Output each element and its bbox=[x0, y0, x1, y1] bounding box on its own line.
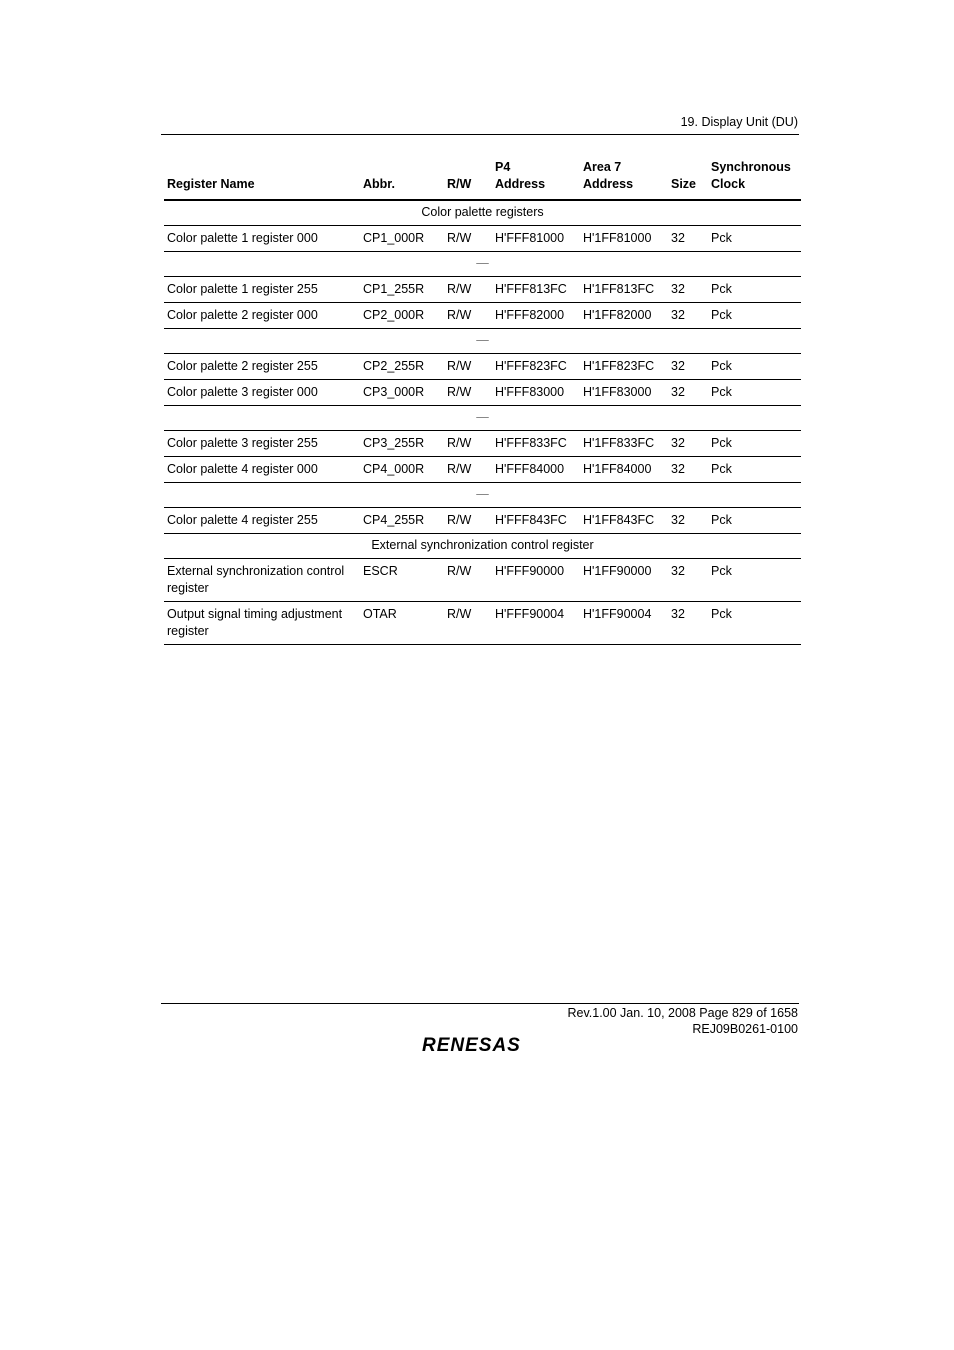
table-cell: R/W bbox=[444, 303, 492, 329]
table-row bbox=[164, 508, 801, 534]
column-header-line1 bbox=[363, 159, 441, 176]
table-cell: R/W bbox=[444, 602, 492, 645]
column-header bbox=[164, 152, 360, 200]
logo-wordmark: RENESAS bbox=[422, 1035, 521, 1054]
column-header bbox=[708, 152, 801, 200]
table-cell: Color palette 3 register 255 bbox=[164, 431, 360, 457]
register-table bbox=[164, 152, 801, 645]
table-cell: H'FFF843FC bbox=[492, 508, 580, 534]
table-cell: R/W bbox=[444, 457, 492, 483]
column-header-line1: P4 bbox=[495, 160, 511, 174]
table-cell: H'1FF823FC bbox=[580, 354, 668, 380]
ellipsis-dash: — bbox=[164, 329, 801, 354]
table-cell: ESCR bbox=[360, 559, 444, 602]
table-cell: H'1FF83000 bbox=[580, 380, 668, 406]
group-header-row bbox=[164, 534, 801, 559]
table-cell: H'FFF90000 bbox=[492, 559, 580, 602]
table-cell: Color palette 1 register 255 bbox=[164, 277, 360, 303]
table-cell: CP4_255R bbox=[360, 508, 444, 534]
table-cell: CP4_000R bbox=[360, 457, 444, 483]
group-header-row bbox=[164, 200, 801, 226]
table-cell: H'FFF81000 bbox=[492, 226, 580, 252]
table-cell: H'FFF84000 bbox=[492, 457, 580, 483]
group-label: External synchronization control register bbox=[164, 534, 801, 559]
table-cell: 32 bbox=[668, 303, 708, 329]
table-cell: H'1FF90004 bbox=[580, 602, 668, 645]
table-row bbox=[164, 559, 801, 602]
column-header bbox=[360, 152, 444, 200]
omitted-rows-row bbox=[164, 252, 801, 277]
table-cell: R/W bbox=[444, 508, 492, 534]
column-header-line1 bbox=[671, 159, 705, 176]
renesas-logo bbox=[422, 1034, 542, 1054]
table-cell: Pck bbox=[708, 226, 801, 252]
table-cell: R/W bbox=[444, 277, 492, 303]
table-cell: CP1_000R bbox=[360, 226, 444, 252]
table-cell: H'1FF833FC bbox=[580, 431, 668, 457]
table-cell: H'FFF833FC bbox=[492, 431, 580, 457]
column-header-line2: Size bbox=[671, 177, 697, 191]
table-cell: 32 bbox=[668, 226, 708, 252]
table-cell: 32 bbox=[668, 277, 708, 303]
column-header-line2: R/W bbox=[447, 177, 472, 191]
table-row bbox=[164, 457, 801, 483]
table-cell: CP2_255R bbox=[360, 354, 444, 380]
omitted-rows-row bbox=[164, 406, 801, 431]
table-cell: OTAR bbox=[360, 602, 444, 645]
table-header-row bbox=[164, 152, 801, 200]
table-row bbox=[164, 431, 801, 457]
table-cell: Pck bbox=[708, 457, 801, 483]
ellipsis-dash: — bbox=[164, 483, 801, 508]
column-header-line2: Address bbox=[495, 177, 546, 191]
table-cell: H'FFF823FC bbox=[492, 354, 580, 380]
ellipsis-dash: — bbox=[164, 252, 801, 277]
table-cell: Pck bbox=[708, 602, 801, 645]
omitted-rows-row bbox=[164, 483, 801, 508]
table-cell: CP1_255R bbox=[360, 277, 444, 303]
table-cell: R/W bbox=[444, 226, 492, 252]
table-cell: R/W bbox=[444, 380, 492, 406]
table-cell: External synchronization control register bbox=[164, 559, 360, 602]
table-cell: H'FFF82000 bbox=[492, 303, 580, 329]
document-number: REJ09B0261-0100 bbox=[692, 1022, 798, 1036]
table-cell: Color palette 4 register 000 bbox=[164, 457, 360, 483]
footer-rule bbox=[161, 1003, 799, 1004]
column-header-line2: Address bbox=[583, 177, 634, 191]
table-cell: CP3_000R bbox=[360, 380, 444, 406]
table-cell: 32 bbox=[668, 602, 708, 645]
revision-line: Rev.1.00 Jan. 10, 2008 Page 829 of 1658 bbox=[567, 1006, 798, 1020]
table-cell: Pck bbox=[708, 354, 801, 380]
table-cell: H'FFF83000 bbox=[492, 380, 580, 406]
table-body bbox=[164, 200, 801, 645]
table-cell: 32 bbox=[668, 431, 708, 457]
column-header bbox=[444, 152, 492, 200]
table-row bbox=[164, 226, 801, 252]
table-row bbox=[164, 380, 801, 406]
column-header-line1 bbox=[447, 159, 489, 176]
table-cell: Pck bbox=[708, 380, 801, 406]
table-cell: H'FFF813FC bbox=[492, 277, 580, 303]
header-rule bbox=[161, 134, 799, 135]
revision-info bbox=[567, 1005, 798, 1037]
column-header-line2: Clock bbox=[711, 177, 746, 191]
table-cell: H'1FF90000 bbox=[580, 559, 668, 602]
table-cell: Color palette 2 register 255 bbox=[164, 354, 360, 380]
table-cell: 32 bbox=[668, 380, 708, 406]
column-header-line2: Abbr. bbox=[363, 177, 395, 191]
table-cell: H'1FF81000 bbox=[580, 226, 668, 252]
table-cell: Color palette 3 register 000 bbox=[164, 380, 360, 406]
table-cell: CP2_000R bbox=[360, 303, 444, 329]
table-row bbox=[164, 602, 801, 645]
table-cell: H'FFF90004 bbox=[492, 602, 580, 645]
column-header bbox=[580, 152, 668, 200]
table-row bbox=[164, 303, 801, 329]
column-header bbox=[668, 152, 708, 200]
table-cell: H'1FF82000 bbox=[580, 303, 668, 329]
table-cell: 32 bbox=[668, 508, 708, 534]
table-cell: Output signal timing adjustment register bbox=[164, 602, 360, 645]
table-cell: R/W bbox=[444, 559, 492, 602]
column-header-line1: Synchronous bbox=[711, 160, 791, 174]
table-cell: 32 bbox=[668, 457, 708, 483]
ellipsis-dash: — bbox=[164, 406, 801, 431]
table-cell: Pck bbox=[708, 431, 801, 457]
table-cell: Color palette 2 register 000 bbox=[164, 303, 360, 329]
table-cell: H'1FF813FC bbox=[580, 277, 668, 303]
table-cell: 32 bbox=[668, 354, 708, 380]
table-row bbox=[164, 277, 801, 303]
column-header bbox=[492, 152, 580, 200]
group-label: Color palette registers bbox=[164, 200, 801, 226]
table-cell: Pck bbox=[708, 303, 801, 329]
table-cell: Color palette 1 register 000 bbox=[164, 226, 360, 252]
column-header-line1 bbox=[167, 159, 357, 176]
table-cell: Pck bbox=[708, 559, 801, 602]
table-cell: H'1FF84000 bbox=[580, 457, 668, 483]
table-cell: CP3_255R bbox=[360, 431, 444, 457]
column-header-line2: Register Name bbox=[167, 177, 255, 191]
table-cell: H'1FF843FC bbox=[580, 508, 668, 534]
table-cell: R/W bbox=[444, 431, 492, 457]
table-cell: Color palette 4 register 255 bbox=[164, 508, 360, 534]
table-cell: Pck bbox=[708, 508, 801, 534]
omitted-rows-row bbox=[164, 329, 801, 354]
table-cell: 32 bbox=[668, 559, 708, 602]
table-row bbox=[164, 354, 801, 380]
table-cell: R/W bbox=[444, 354, 492, 380]
table-cell: Pck bbox=[708, 277, 801, 303]
column-header-line1: Area 7 bbox=[583, 160, 622, 174]
running-header: 19. Display Unit (DU) bbox=[680, 115, 798, 129]
